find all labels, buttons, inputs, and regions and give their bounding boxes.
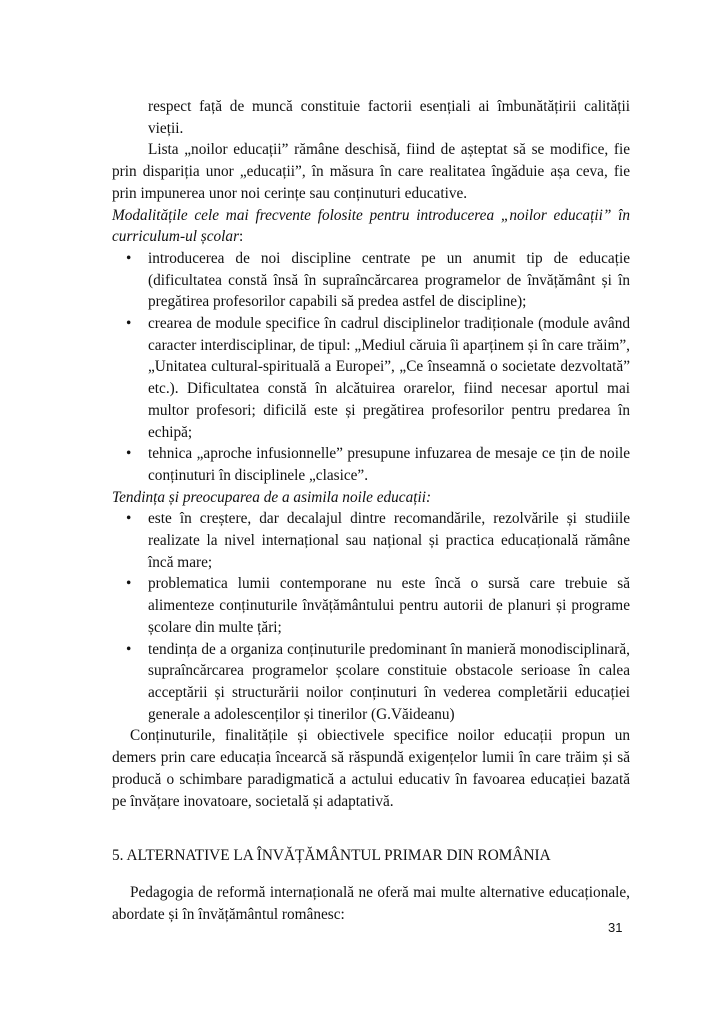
list-item-text: tendința de a organiza conținuturile predominant în manieră monodisciplinară, supraîncărcarea programelor școlare constituie obstacole serioase în calea acceptării și structurării noilor conținuturi în vederea completării educației generale a adolescenților și tinerilor (G.Văideanu): [148, 640, 630, 723]
list-item: [112, 313, 630, 443]
list-item-text: tehnica „aproche infusionnelle” presupune infuzarea de mesaje ce țin de noile conținuturi în disciplinele „clasice”.: [148, 445, 630, 484]
paragraph-continuturi: Conținuturile, finalitățile și obiectivele specifice noilor educații propun un demers prin care educația încearcă să răspundă exigențelor lumii în care trăim și să producă o schimbare paradigmatică a actului educativ în favoarea educației bazată pe învățare inovatoare, societală și adaptativă.: [112, 727, 630, 810]
modalitati-heading: [112, 205, 630, 248]
bullet-icon: •: [126, 249, 132, 267]
bullet-icon: •: [126, 315, 132, 333]
list-item-text: este în creștere, dar decalajul dintre recomandările, rezolvările și studiile realizate la nivel internațional sau național și practica educațională rămâne încă mare;: [148, 510, 630, 571]
list-item: [112, 443, 630, 486]
tendinta-heading: Tendința și preocuparea de a asimila noile educații:: [112, 488, 432, 506]
list-item-text: introducerea de noi discipline centrate pe un anumit tip de educație (dificultatea constă însă în supraîncărcarea programelor de învățământ și în pregătirea profesorilor capabili să predea astfel de discipline);: [148, 249, 630, 311]
section-heading: 5. ALTERNATIVE LA ÎNVĂȚĂMÂNTUL PRIMAR DIN ROMÂNIA: [112, 847, 551, 864]
page-body: [112, 96, 630, 812]
modalitati-heading-text: Modalitățile cele mai frecvente folosite pentru introducerea „noilor educații” în curriculum-ul școlar: [112, 206, 630, 246]
list-item: [112, 508, 630, 573]
bullet-icon: •: [126, 575, 132, 593]
paragraph-list-open-text: Lista „noilor educații” rămâne deschisă, fiind de așteptat să se modifice, fie prin dispariția unor „educații”, în măsura în care realitatea îngăduie așa ceva, fie prin impunerea unor noi cerințe sau conținuturi educative.: [112, 141, 630, 202]
list-item: [112, 248, 630, 313]
tendinta-list: [112, 508, 630, 725]
list-item-text: crearea de module specifice în cadrul disciplinelor tradiționale (module având caracter interdisciplinar, de tipul: „Mediul căruia îi aparținem și în care trăim”, „Unitatea cultural-spirituală a Europei”, „Ce înseamnă o societate dezvoltată” etc.). Dificultatea constă în alcătuirea orarelor, fiind necesar aportul mai multor profesori; dificilă este și pregătirea profesorilor pentru predarea în echipă;: [148, 315, 630, 441]
list-item: [112, 573, 630, 638]
paragraph-pedagogia: Pedagogia de reformă internațională ne oferă mai multe alternative educaționale, abordate și în învățământul românesc:: [112, 884, 630, 923]
list-item: [112, 639, 630, 726]
paragraph-continuation: respect față de muncă constituie factorii esențiali ai îmbunătățirii calității vieții.: [148, 98, 630, 137]
paragraph-list-open: [112, 139, 630, 204]
bullet-icon: •: [126, 445, 132, 463]
modalitati-heading-colon: :: [239, 228, 244, 246]
list-item-text: problematica lumii contemporane nu este încă o sursă care trebuie să alimenteze conținuturile învățământului pentru autorii de planuri și programe școlare din multe țări;: [148, 575, 630, 636]
bullet-icon: •: [126, 510, 132, 528]
modalitati-list: [112, 248, 630, 487]
page-number: 31: [608, 920, 623, 935]
bullet-icon: •: [126, 640, 132, 658]
